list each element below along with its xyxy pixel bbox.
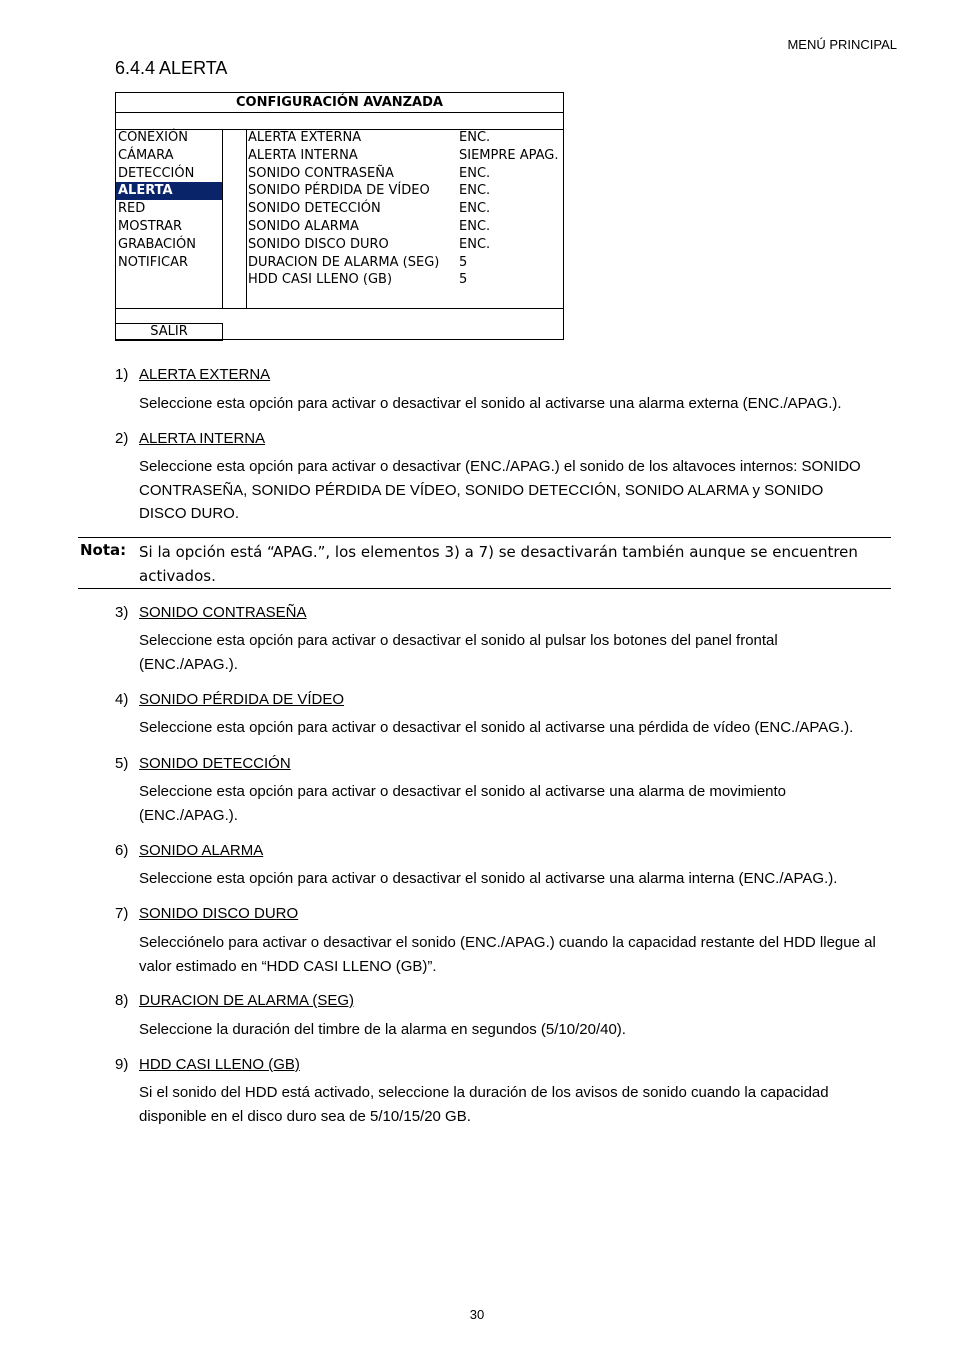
exit-button[interactable]: SALIR bbox=[115, 323, 223, 341]
list-item-heading bbox=[115, 430, 895, 447]
setting-name: SONIDO DETECCIÓN bbox=[248, 201, 381, 217]
setting-value[interactable]: ENC. bbox=[459, 130, 491, 145]
item-number: 8) bbox=[115, 992, 129, 1009]
item-title: HDD CASI LLENO (GB) bbox=[139, 1056, 300, 1073]
list-item-heading bbox=[115, 842, 895, 859]
section-title: 6.4.4 ALERTA bbox=[115, 58, 228, 78]
item-title: SONIDO DETECCIÓN bbox=[139, 755, 291, 772]
item-number: 4) bbox=[115, 691, 129, 708]
item-description: Seleccione esta opción para activar o desactivar (ENC./APAG.) el sonido de los altavoces internos: SONIDO CONTRASEÑA, SONIDO PÉRDIDA DE VÍDEO, SONIDO DETECCIÓN, SONIDO ALARMA y SONIDO DISCO DURO. bbox=[139, 458, 861, 522]
setting-name: ALERTA INTERNA bbox=[248, 147, 358, 163]
item-title: ALERTA INTERNA bbox=[139, 430, 266, 447]
item-number: 6) bbox=[115, 842, 129, 859]
setting-name: DURACION DE ALARMA (SEG) bbox=[248, 254, 440, 270]
setting-value[interactable]: ENC. bbox=[459, 183, 491, 199]
item-description: Selecciónelo para activar o desactivar el sonido (ENC./APAG.) cuando la capacidad restante del HDD llegue al valor estimado en “HDD CASI LLENO (GB)”. bbox=[139, 934, 876, 975]
menu-item-conexion[interactable]: CONEXIÓN bbox=[118, 130, 188, 145]
list-item-heading bbox=[115, 755, 895, 772]
list-item-heading bbox=[115, 992, 895, 1009]
setting-value[interactable]: ENC. bbox=[459, 218, 491, 234]
setting-row[interactable] bbox=[247, 147, 564, 165]
setting-name: SONIDO PÉRDIDA DE VÍDEO bbox=[248, 183, 430, 199]
running-header: MENÚ PRINCIPAL bbox=[787, 37, 897, 52]
menu-divider bbox=[116, 308, 563, 309]
setting-name: SONIDO CONTRASEÑA bbox=[248, 165, 394, 181]
note-rule-bottom bbox=[78, 588, 891, 589]
item-title: ALERTA EXTERNA bbox=[139, 366, 271, 383]
item-description: Seleccione esta opción para activar o desactivar el sonido al activarse una alarma de movimiento (ENC./APAG.). bbox=[139, 783, 787, 824]
list-item-heading bbox=[115, 691, 895, 708]
item-description: Seleccione esta opción para activar o desactivar el sonido al pulsar los botones del panel frontal (ENC./APAG.). bbox=[139, 632, 778, 673]
setting-name: SONIDO ALARMA bbox=[248, 218, 359, 234]
item-description: Seleccione la duración del timbre de la alarma en segundos (5/10/20/40). bbox=[139, 1021, 626, 1038]
menu-item-red[interactable]: RED bbox=[118, 201, 146, 217]
setting-row[interactable] bbox=[247, 182, 564, 200]
menu-item-deteccion[interactable]: DETECCIÓN bbox=[118, 165, 195, 181]
menu-item-camara[interactable]: CÁMARA bbox=[118, 147, 174, 163]
setting-row[interactable] bbox=[247, 200, 564, 218]
setting-name: HDD CASI LLENO (GB) bbox=[248, 272, 393, 288]
item-number: 1) bbox=[115, 366, 129, 383]
list-item-heading bbox=[115, 604, 895, 621]
item-title: SONIDO CONTRASEÑA bbox=[139, 604, 307, 621]
note-label: Nota: bbox=[80, 541, 127, 559]
item-number: 9) bbox=[115, 1056, 129, 1073]
setting-row[interactable] bbox=[247, 218, 564, 236]
setting-value[interactable]: SIEMPRE APAG. bbox=[459, 147, 559, 163]
item-description: Seleccione esta opción para activar o desactivar el sonido al activarse una pérdida de vídeo (ENC./APAG.). bbox=[139, 719, 854, 736]
setting-value[interactable]: ENC. bbox=[459, 201, 491, 217]
list-item-heading bbox=[115, 1056, 895, 1073]
setting-name: SONIDO DISCO DURO bbox=[248, 236, 389, 252]
item-title: SONIDO DISCO DURO bbox=[139, 905, 299, 922]
setting-row[interactable] bbox=[247, 254, 564, 272]
list-item-heading bbox=[115, 366, 895, 383]
setting-value[interactable]: 5 bbox=[459, 254, 468, 270]
setting-row[interactable] bbox=[247, 236, 564, 254]
advanced-config-menu bbox=[115, 92, 564, 340]
setting-name: ALERTA EXTERNA bbox=[248, 130, 362, 145]
list-item-heading bbox=[115, 905, 895, 922]
item-title: SONIDO ALARMA bbox=[139, 842, 264, 859]
setting-row[interactable] bbox=[247, 129, 564, 147]
note-rule-top bbox=[78, 537, 891, 538]
page-number: 30 bbox=[469, 1307, 485, 1322]
menu-item-notificar[interactable]: NOTIFICAR bbox=[118, 254, 189, 270]
item-number: 5) bbox=[115, 755, 129, 772]
item-description: Seleccione esta opción para activar o desactivar el sonido al activarse una alarma interna (ENC./APAG.). bbox=[139, 870, 838, 887]
menu-settings bbox=[246, 129, 564, 308]
item-description: Seleccione esta opción para activar o desactivar el sonido al activarse una alarma externa (ENC./APAG.). bbox=[139, 395, 842, 412]
setting-value[interactable]: ENC. bbox=[459, 165, 491, 181]
item-description: Si el sonido del HDD está activado, seleccione la duración de los avisos de sonido cuando la capacidad disponible en el disco duro sea de 5/10/15/20 GB. bbox=[139, 1084, 829, 1125]
item-number: 3) bbox=[115, 604, 129, 621]
item-number: 2) bbox=[115, 430, 129, 447]
setting-value[interactable]: ENC. bbox=[459, 236, 491, 252]
menu-title: CONFIGURACIÓN AVANZADA bbox=[116, 93, 563, 113]
menu-item-grabacion[interactable]: GRABACIÓN bbox=[118, 236, 196, 252]
setting-row[interactable] bbox=[247, 165, 564, 183]
item-title: SONIDO PÉRDIDA DE VÍDEO bbox=[139, 691, 345, 708]
menu-item-alerta[interactable]: ALERTA bbox=[116, 182, 222, 200]
setting-row[interactable] bbox=[247, 271, 564, 289]
menu-categories bbox=[115, 129, 223, 309]
item-number: 7) bbox=[115, 905, 129, 922]
note-text: Si la opción está “APAG.”, los elementos 3) a 7) se desactivarán también aunque se encuentren activados. bbox=[139, 543, 858, 585]
item-title: DURACION DE ALARMA (SEG) bbox=[139, 992, 355, 1009]
menu-item-mostrar[interactable]: MOSTRAR bbox=[118, 218, 183, 234]
setting-value[interactable]: 5 bbox=[459, 272, 468, 288]
